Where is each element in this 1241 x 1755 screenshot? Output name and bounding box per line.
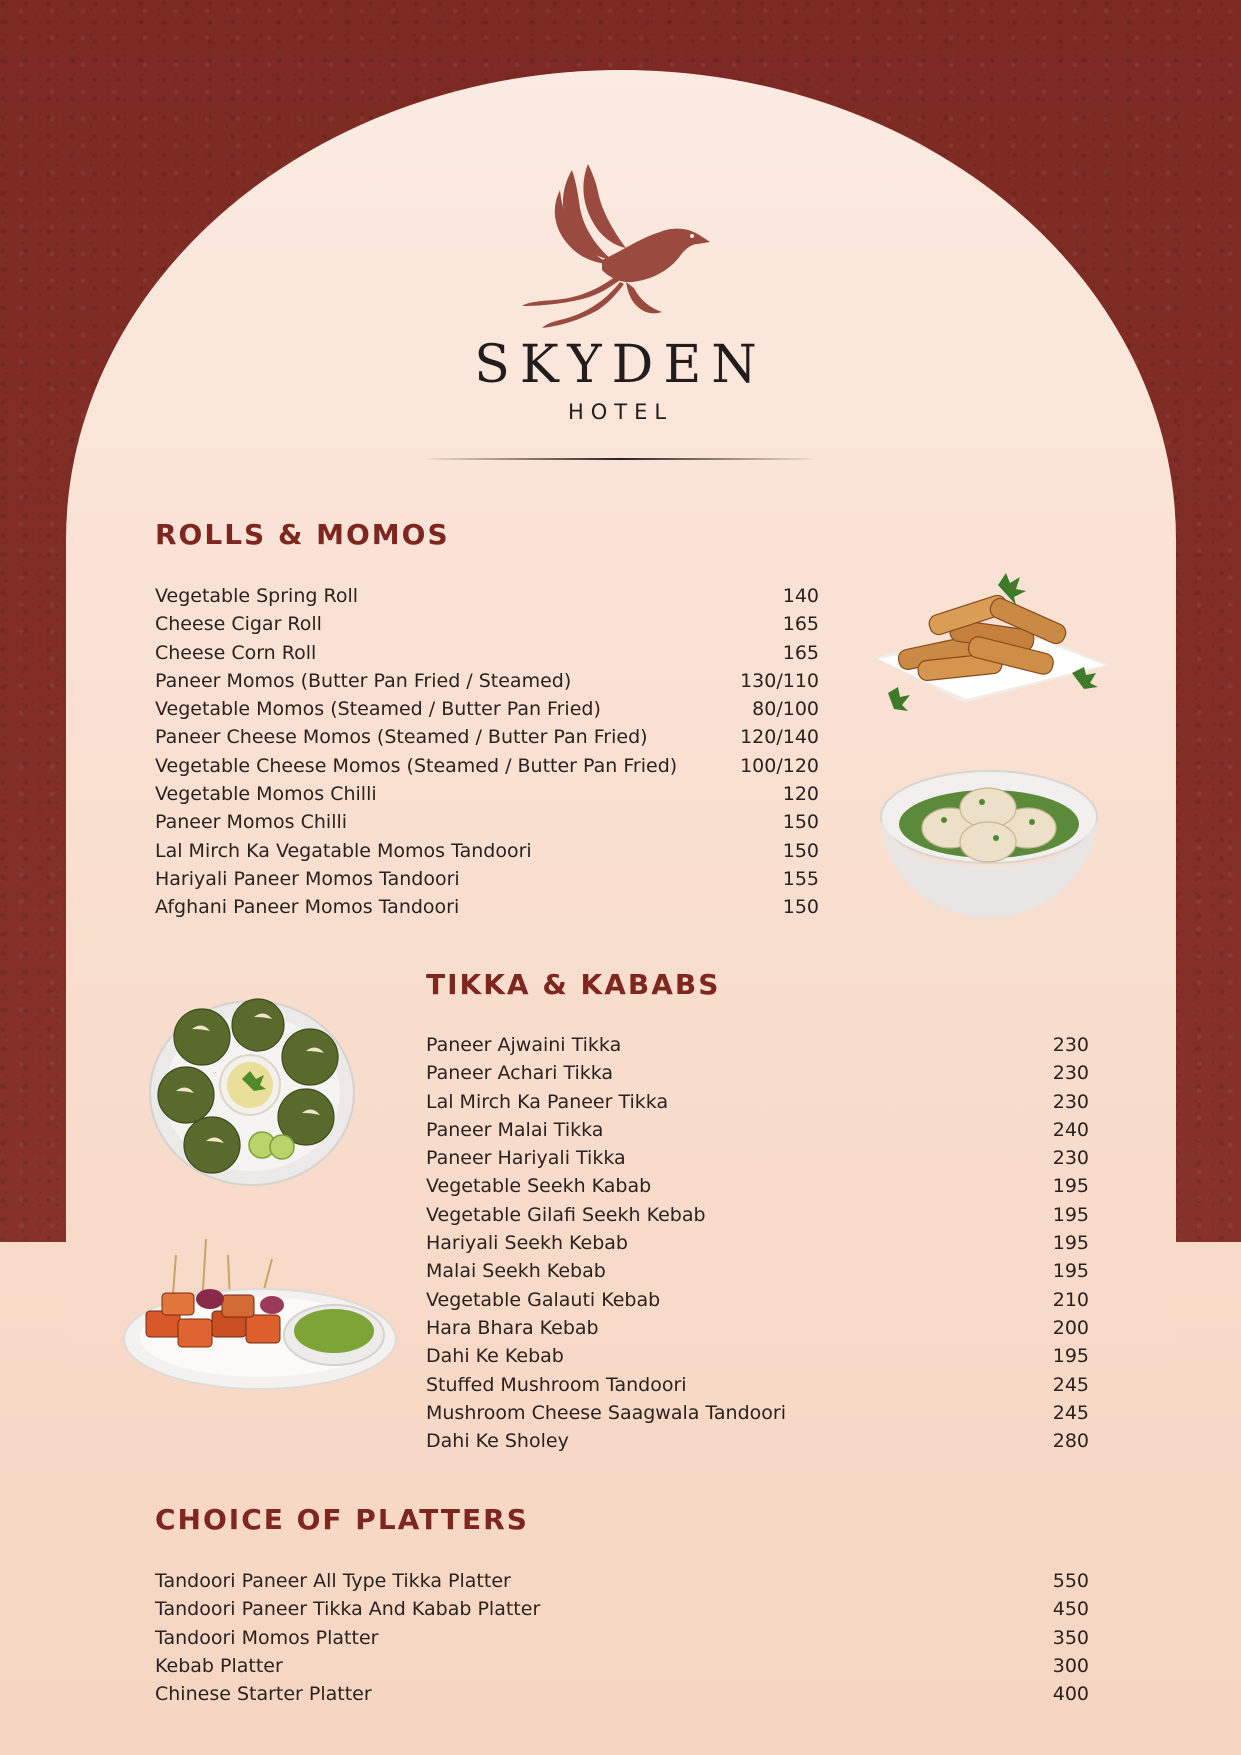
list-item — [155, 865, 819, 893]
bird-logo-icon — [520, 160, 720, 335]
item-name: Afghani Paneer Momos Tandoori — [155, 896, 460, 919]
list-item — [426, 1399, 1089, 1427]
item-name: Mushroom Cheese Saagwala Tandoori — [426, 1401, 786, 1424]
item-name: Vegetable Momos Chilli — [155, 783, 377, 806]
item-price: 550 — [1052, 1570, 1089, 1592]
list-item — [426, 1257, 1089, 1285]
item-price: 280 — [1052, 1430, 1089, 1453]
item-name: Hariyali Paneer Momos Tandoori — [155, 867, 460, 890]
list-item — [155, 695, 819, 723]
item-price: 150 — [782, 839, 819, 862]
item-price: 195 — [1052, 1345, 1089, 1368]
list-item — [426, 1342, 1089, 1370]
item-name: Vegetable Spring Roll — [155, 585, 359, 607]
list-item — [155, 893, 819, 921]
item-price: 140 — [782, 585, 819, 607]
spring-roll-image — [868, 565, 1118, 725]
item-price: 230 — [1052, 1062, 1089, 1085]
list-item — [426, 1144, 1089, 1172]
item-price: 100/120 — [740, 754, 819, 777]
item-price: 155 — [782, 867, 819, 890]
item-price: 210 — [1052, 1288, 1089, 1311]
list-item — [426, 1031, 1089, 1059]
list-item — [155, 1567, 1089, 1595]
list-item — [155, 610, 819, 638]
paneer-tikka-image — [122, 1235, 400, 1395]
item-name: Cheese Corn Roll — [155, 641, 317, 664]
item-price: 450 — [1052, 1598, 1089, 1621]
item-name: Paneer Ajwaini Tikka — [426, 1034, 622, 1056]
list-item — [426, 1172, 1089, 1200]
item-name: Stuffed Mushroom Tandoori — [426, 1373, 687, 1396]
item-name: Vegetable Momos (Steamed / Butter Pan Fried) — [155, 698, 601, 721]
list-item — [155, 582, 819, 610]
item-name: Vegetable Galauti Kebab — [426, 1288, 661, 1311]
list-item — [155, 808, 819, 836]
item-price: 230 — [1052, 1034, 1089, 1056]
list-item — [426, 1371, 1089, 1399]
tikka-kababs-list — [426, 1031, 1089, 1455]
list-item — [155, 780, 819, 808]
item-price: 230 — [1052, 1147, 1089, 1170]
momos-bowl-image — [878, 762, 1100, 920]
list-item — [426, 1229, 1089, 1257]
list-item — [155, 1652, 1089, 1680]
list-item — [426, 1286, 1089, 1314]
item-price: 350 — [1052, 1626, 1089, 1649]
item-name: Vegetable Seekh Kabab — [426, 1175, 652, 1198]
item-name: Vegetable Cheese Momos (Steamed / Butter Pan Fried) — [155, 754, 678, 777]
item-price: 195 — [1052, 1260, 1089, 1283]
item-name: Malai Seekh Kebab — [426, 1260, 606, 1283]
item-name: Chinese Starter Platter — [155, 1683, 372, 1706]
item-price: 245 — [1052, 1401, 1089, 1424]
item-price: 230 — [1052, 1090, 1089, 1113]
item-price: 130/110 — [740, 669, 819, 692]
item-name: Vegetable Gilafi Seekh Kebab — [426, 1203, 706, 1226]
item-price: 195 — [1052, 1175, 1089, 1198]
brand-name: SKYDEN — [474, 335, 767, 395]
item-name: Lal Mirch Ka Vegatable Momos Tandoori — [155, 839, 532, 862]
list-item — [155, 1624, 1089, 1652]
list-item — [426, 1427, 1089, 1455]
section-title-platters: CHOICE OF PLATTERS — [155, 1503, 529, 1536]
item-name: Paneer Malai Tikka — [426, 1118, 604, 1141]
list-item — [426, 1314, 1089, 1342]
list-item — [426, 1059, 1089, 1087]
item-name: Paneer Cheese Momos (Steamed / Butter Pan Fried) — [155, 726, 648, 749]
item-price: 165 — [782, 613, 819, 636]
item-price: 120/140 — [740, 726, 819, 749]
list-item — [155, 752, 819, 780]
item-price: 300 — [1052, 1654, 1089, 1677]
item-name: Tandoori Momos Platter — [155, 1626, 379, 1649]
list-item — [155, 667, 819, 695]
list-item — [155, 639, 819, 667]
list-item — [426, 1201, 1089, 1229]
list-item — [155, 1680, 1089, 1708]
list-item — [155, 837, 819, 865]
item-name: Kebab Platter — [155, 1654, 283, 1677]
hara-bhara-kebab-image — [146, 995, 358, 1187]
item-price: 240 — [1052, 1118, 1089, 1141]
item-price: 150 — [782, 811, 819, 834]
item-name: Paneer Hariyali Tikka — [426, 1147, 626, 1170]
brand-subtitle: HOTEL — [567, 400, 674, 424]
list-item — [426, 1116, 1089, 1144]
section-title-tikka-kababs: TIKKA & KABABS — [426, 968, 721, 1001]
list-item — [155, 1595, 1089, 1623]
item-name: Paneer Momos Chilli — [155, 811, 348, 834]
item-name: Paneer Achari Tikka — [426, 1062, 614, 1085]
section-title-rolls-momos: ROLLS & MOMOS — [155, 518, 450, 551]
item-price: 200 — [1052, 1316, 1089, 1339]
item-name: Lal Mirch Ka Paneer Tikka — [426, 1090, 669, 1113]
item-name: Cheese Cigar Roll — [155, 613, 322, 636]
rolls-momos-list — [155, 582, 819, 922]
item-price: 245 — [1052, 1373, 1089, 1396]
item-name: Hara Bhara Kebab — [426, 1316, 599, 1339]
item-price: 400 — [1052, 1683, 1089, 1706]
item-price: 195 — [1052, 1232, 1089, 1255]
item-price: 150 — [782, 896, 819, 919]
item-name: Hariyali Seekh Kebab — [426, 1232, 628, 1255]
item-price: 195 — [1052, 1203, 1089, 1226]
item-name: Paneer Momos (Butter Pan Fried / Steamed) — [155, 669, 572, 692]
item-price: 80/100 — [752, 698, 819, 721]
item-name: Tandoori Paneer All Type Tikka Platter — [155, 1570, 511, 1592]
platters-list — [155, 1567, 1089, 1708]
item-name: Dahi Ke Sholey — [426, 1430, 569, 1453]
item-price: 120 — [782, 783, 819, 806]
list-item — [426, 1088, 1089, 1116]
item-name: Tandoori Paneer Tikka And Kabab Platter — [155, 1598, 541, 1621]
logo-divider — [420, 458, 820, 460]
list-item — [155, 723, 819, 751]
item-price: 165 — [782, 641, 819, 664]
item-name: Dahi Ke Kebab — [426, 1345, 564, 1368]
